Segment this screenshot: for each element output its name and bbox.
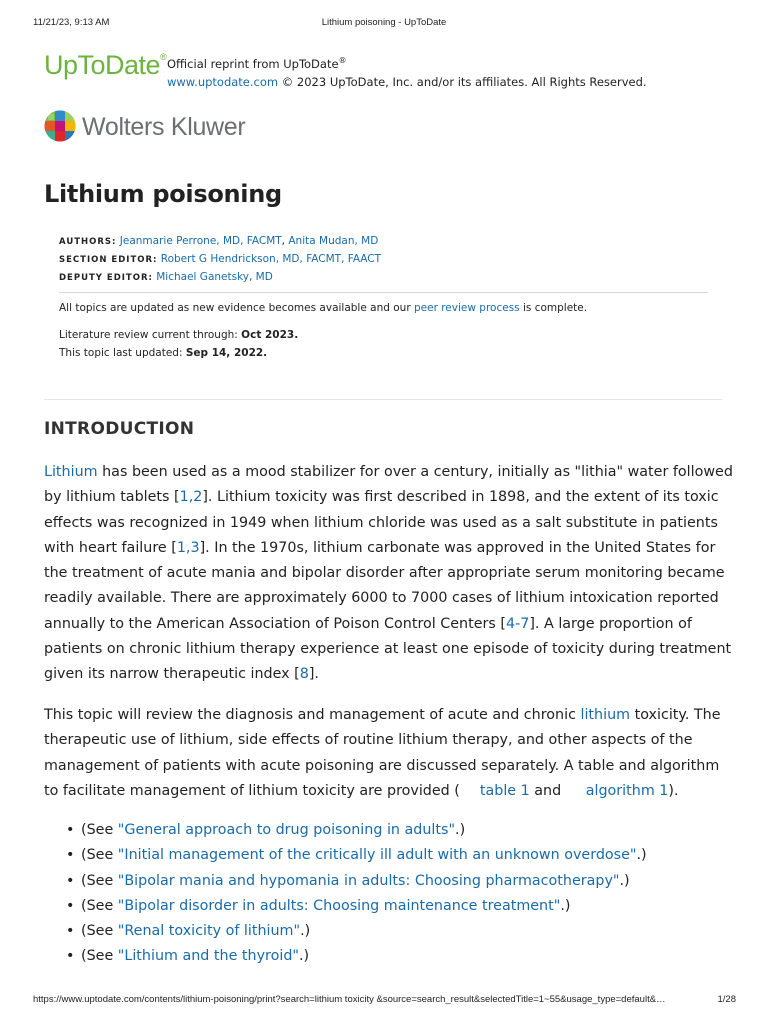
deputy-editor-label: DEPUTY EDITOR: xyxy=(59,273,153,283)
paragraph-text: and xyxy=(529,782,566,799)
update-note xyxy=(59,300,709,317)
page-title: Lithium poisoning xyxy=(44,180,282,208)
print-footer xyxy=(0,994,768,1008)
see-prefix: (See xyxy=(81,923,118,940)
literature-review-label: Literature review current through: xyxy=(59,329,242,341)
print-page-title: Lithium poisoning - UpToDate xyxy=(321,17,447,28)
literature-review-row xyxy=(59,326,709,344)
section-divider xyxy=(44,399,722,400)
see-suffix: .) xyxy=(560,897,571,914)
reference-link[interactable]: 4-7 xyxy=(505,615,530,632)
update-note-text: All topics are updated as new evidence becomes available and our xyxy=(59,302,414,314)
reference-link[interactable]: 8 xyxy=(299,666,309,683)
section-editor-link[interactable]: Robert G Hendrickson, MD, FACMT, FAACT xyxy=(160,253,382,265)
introduction-paragraph-2 xyxy=(44,703,734,804)
reprint-notice xyxy=(167,52,687,91)
deputy-editor-row xyxy=(59,269,709,287)
last-updated-row xyxy=(59,344,709,362)
paragraph-text: toxicity. The therapeutic use of lithium, side effects of routine lithium therapy, and other aspects of the management of patients with acute poisoning are discussed separately. A table and algorithm to facilitate management of lithium toxicity are provided ( xyxy=(44,707,721,799)
related-topic-link[interactable]: "Bipolar mania and hypomania in adults: Choosing pharmacotherapy" xyxy=(117,872,620,889)
uptodate-site-link[interactable]: www.uptodate.com xyxy=(167,74,279,89)
authors-row xyxy=(59,233,709,251)
see-suffix: .) xyxy=(636,847,647,864)
see-prefix: (See xyxy=(81,822,118,838)
paragraph-text: has been used as a mood stabilizer for over a century, initially as "lithia" water followed by lithium tablets [ xyxy=(44,464,733,506)
paragraph-text: ]. xyxy=(308,666,319,683)
reprint-mark: ® xyxy=(338,56,347,65)
related-topic-link[interactable]: "Bipolar disorder in adults: Choosing maintenance treatment" xyxy=(117,897,561,914)
paragraph-text: ]. A large proportion of patients on chronic lithium therapy experience at least one episode of toxicity during treatment given its narrow therapeutic index [ xyxy=(44,615,732,683)
see-prefix: (See xyxy=(81,847,118,864)
reference-link[interactable]: 1,2 xyxy=(179,489,203,506)
related-topic-link[interactable]: "Initial management of the critically ill adult with an unknown overdose" xyxy=(117,847,637,864)
paragraph-text: This topic will review the diagnosis and management of acute and chronic xyxy=(44,707,581,723)
wolters-kluwer-name: Wolters Kluwer xyxy=(82,113,246,141)
list-item xyxy=(66,919,726,944)
author-link-mudan[interactable]: Anita Mudan, MD xyxy=(288,235,379,247)
related-topic-link[interactable]: "General approach to drug poisoning in adults" xyxy=(117,822,456,838)
paragraph-text: ]. Lithium toxicity was first described in 1898, and the extent of its toxic effects was recognized in 1949 when lithium chloride was used as a salt substitute in patients with heart failure [ xyxy=(44,489,719,556)
algorithm-1-link[interactable]: algorithm 1 xyxy=(585,782,669,799)
last-updated-date: Sep 14, 2022. xyxy=(185,347,268,359)
list-item xyxy=(66,894,726,919)
section-editor-row xyxy=(59,251,709,269)
introduction-paragraph-1 xyxy=(44,460,734,688)
meta-divider xyxy=(59,292,708,293)
see-suffix: .) xyxy=(299,948,310,965)
update-note-end: is complete. xyxy=(519,302,588,314)
topic-contributors xyxy=(59,233,709,287)
see-prefix: (See xyxy=(81,872,118,889)
authors-label: AUTHORS: xyxy=(59,237,117,247)
uptodate-logo-mark: ® xyxy=(160,52,167,62)
table-1-link[interactable]: table 1 xyxy=(479,782,530,799)
section-editor-label: SECTION EDITOR: xyxy=(59,255,158,265)
page-number: 1/28 xyxy=(717,994,736,1005)
see-suffix: .) xyxy=(300,923,311,940)
list-item xyxy=(66,869,726,894)
lithium-drug-link[interactable]: lithium xyxy=(580,707,631,723)
copyright-text: © 2023 UpToDate, Inc. and/or its affiliates. All Rights Reserved. xyxy=(278,74,647,89)
literature-review-date: Oct 2023. xyxy=(241,329,299,341)
author-separator: , xyxy=(281,235,286,247)
uptodate-logo[interactable] xyxy=(44,50,166,81)
see-prefix: (See xyxy=(81,897,118,914)
see-also-list xyxy=(66,818,726,970)
last-updated-label: This topic last updated: xyxy=(59,347,186,359)
introduction-heading: INTRODUCTION xyxy=(44,419,195,439)
print-url: https://www.uptodate.com/contents/lithium-poisoning/print?search=lithium toxicity &source=search_result&selectedTitle=1~55&usage_type=default&… xyxy=(33,994,666,1005)
author-link-perrone[interactable]: Jeanmarie Perrone, MD, FACMT xyxy=(119,235,282,247)
see-suffix: .) xyxy=(619,872,630,889)
wolters-kluwer-globe-icon xyxy=(44,110,76,142)
list-item xyxy=(66,944,726,969)
print-timestamp: 11/21/23, 9:13 AM xyxy=(33,17,110,28)
reference-link[interactable]: 1,3 xyxy=(176,539,200,556)
paragraph-text: ). xyxy=(668,782,679,799)
list-item xyxy=(66,843,726,868)
list-item xyxy=(66,818,726,843)
uptodate-logo-text: UpToDate xyxy=(44,50,161,80)
literature-review-info xyxy=(59,326,709,362)
deputy-editor-link[interactable]: Michael Ganetsky, MD xyxy=(156,271,273,283)
related-topic-link[interactable]: "Lithium and the thyroid" xyxy=(117,948,299,965)
see-prefix: (See xyxy=(81,948,118,965)
reprint-line: Official reprint from UpToDate xyxy=(167,56,339,71)
lithium-drug-link[interactable]: Lithium xyxy=(44,464,98,480)
peer-review-link[interactable]: peer review process xyxy=(413,302,520,314)
print-header xyxy=(0,17,768,31)
related-topic-link[interactable]: "Renal toxicity of lithium" xyxy=(117,923,301,940)
see-suffix: .) xyxy=(455,822,466,838)
paragraph-text: ]. In the 1970s, lithium carbonate was approved in the United States for the treatment of acute mania and bipolar disorder after appropriate serum monitoring became readily available. There are approximately 6000 to 7000 cases of lithium intoxication reported annually to the American Association of Poison Control Centers [ xyxy=(44,539,725,632)
